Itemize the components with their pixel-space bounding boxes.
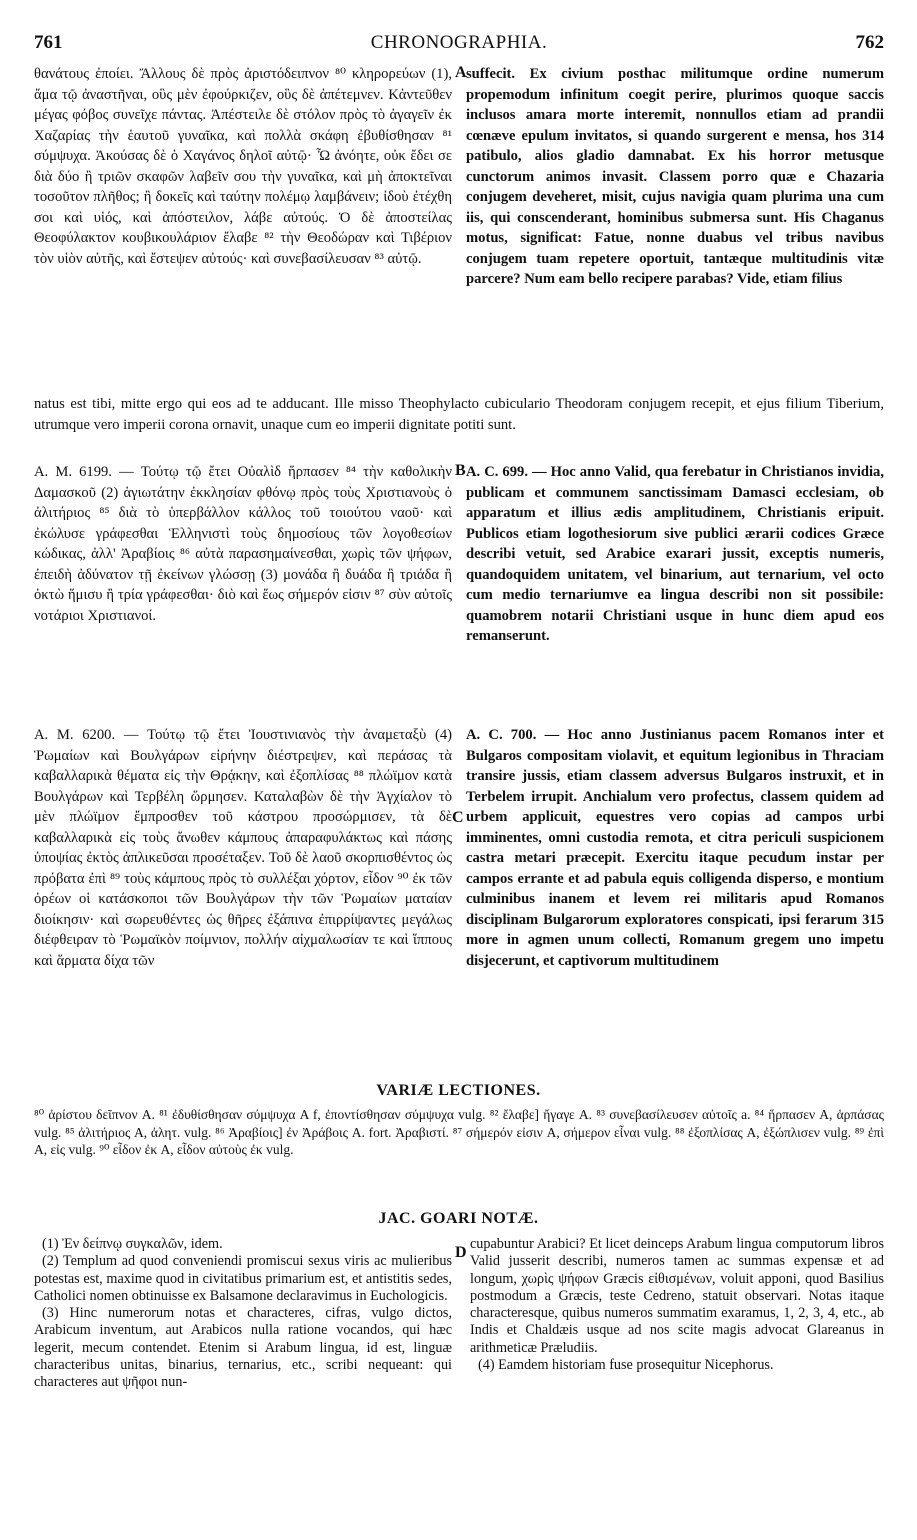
greek-text — [34, 725, 452, 971]
section-2-greek — [34, 462, 452, 626]
greek-text: θανάτους ἐποίει. Ἄλλους δὲ πρὸς ἀριστόδειπνον ⁸⁰ κληρορεύων (1), ἅμα τῷ ἀναστῆναι, οὓς μὲν ἐφούρκιζεν, οὓς δὲ ἀπέτεμνεν. Κἀντεῦθεν μέγας φόβος συνεῖχε πάντας. Ἀπέστειλε δὲ στόλον πρὸς τὸ ἀγαγεῖν ἐκ Χαζαρίας τὴν ἑαυτοῦ γυναῖκα, καὶ πολλὰ σκάφη ἐβυθίσθησαν ⁸¹ σύμψυχα. Ἀκούσας δὲ ὁ Χαγάνος δηλοῖ αὐτῷ· Ὦ ἀνόητε, οὐκ ἔδει σε διὰ δύο ἢ τριῶν σκαφῶν λαβεῖν σου τὴν γυναῖκα, καὶ μὴ ἀποκτεῖναι τοσοῦτον πλῆθος; ἢ δοκεῖς καὶ ταύτην πολέμῳ λαμβάνειν; ἰδοὺ ἐτέχθη σοι καὶ υἱός, καὶ ἀπόστειλον, λάβε αὐτούς. Ὁ δὲ ἀποστείλας Θεοφύλακτον κουβικουλάριον ἔλαβε ⁸² τὴν Θεοδώραν καὶ Τιβέριον τὸν υἱὸν αὐτῆς, καὶ ἔστεψεν αὐτούς· καὶ συνεβασίλευσαν ⁸³ αὐτῷ. — [34, 66, 452, 267]
latin-text: suffecit. Ex civium posthac militumque ordine numerum propemodum infinitum coegit perire, plurimos quoque saccis inclusos amara morte interemit, nonnullos etiam ad prandii cœnæve epulum invitatos, si quando surgerent e mensa, hos 314 patibulo, alios gladio damnabat. Ex his horror metusque cunctorum animos invasit. Classem porro quæ e Chazaria conjugem deveheret, misit, cujus navigia quam plurima una cum iis, qui conscenderant, hominibus submersa sunt. His Chaganus motus, significat: Fatue, nonne duabus vel tribus navibus conjugem tuam repetere oportuit, tantæque multitudinis vitæ parcere? Num eam bello recipere parabas? Vide, etiam filius — [466, 66, 884, 287]
note-4: (4) Eamdem historiam fuse prosequitur Nicephorus. — [478, 1357, 774, 1374]
greek-text — [34, 462, 452, 626]
margin-letter-b: B — [455, 462, 466, 479]
margin-letter-c: C — [452, 809, 464, 826]
variae-lectiones-title: VARIÆ LECTIONES. — [376, 1082, 541, 1099]
latin-body: — Hoc anno Valid, qua ferebatur in Christianos invidia, publicam et communem sanctissimam Damasci ecclesiam, ob apparatum et illius ædis amplitudinem, Christianis eripuit. Publicos etiam logothesiorum sive publici ærarii codices Græce describi vetuit, sed Arabice exarari jussit, exceptis numeris, quandoquidem unitatem, vel binarium, aut ternarium, vel octo cum medio ternariumve ea lingua describi non sit possibile: quamobrem notarii Christiani usque in hunc diem apud eos remanserunt. — [466, 464, 884, 644]
section-3 — [34, 725, 884, 1070]
latin-text — [466, 462, 884, 647]
notae-title: JAC. GOARI NOTÆ. — [378, 1210, 539, 1227]
running-title: CHRONOGRAPHIA. — [370, 32, 548, 53]
note-3-continued: cupabuntur Arabici? Et licet deinceps Arabum lingua computorum libros Valid jusserit describi, numeros tamen ac summas expensæ et ad longum, χωρὶς ψήφων Græcis εἰθισμένων, voluit apponi, quod Basilius postmodum a Græcis, teste Cedreno, statuit observari. Notas itaque characteresque, quibus numeros summatim exaramus, 1, 2, 3, 4, etc., ab Indis et Chaldæis usque ad nos scite magis advocat Glareanus in arithmeticæ Præludiis. — [470, 1236, 884, 1356]
note-2: (2) Templum ad quod conveniendi promiscui sexus viris ac mulieribus potestas est, maxime quod in civitatibus primarium est, et antistitis sedes, Catholici nomen obtinuisse ex Balsamone declaravimus in Euchologicis. — [34, 1253, 452, 1304]
margin-letter-a: A — [455, 64, 467, 81]
margin-letter-d: D — [455, 1244, 467, 1261]
page-header — [34, 32, 884, 62]
note-3: (3) Hinc numerorum notas et characteres, cifras, vulgo dictos, Arabicum inventum, aut Arabicos nulla ratione vocandos, qui hæc legerit, mecum contendet. Etenim si Arabum lingua, id est, linguæ characteribus unitas, binarius, ternarius, etc., scribi nequeant: qui characteres aut ψῆφοι nun- — [34, 1305, 452, 1391]
section-1-latin — [466, 64, 884, 290]
greek-body: — Τούτῳ τῷ ἔτει Ἰουστινιανὸς τὴν ἀναμεταξὺ (4) Ῥωμαίων καὶ Βουλγάρων εἰρήνην διέστρεψεν, καὶ περάσας τὰ καβαλλαρικὰ θέματα εἰς τὴν Θρᾴκην, καὶ ἐξοπλίσας ⁸⁸ πλώϊμον κατὰ Βουλγάρων καὶ Τερβέλη ὥρμησεν. Καταλαβὼν δὲ τὴν Ἀγχίαλον τὸ μὲν πλώϊμον ἔμπροσθεν τοῦ κάστρου προσώρμισεν, τὰ δὲ καβαλλαρικὰ εἰς τοὺς ἄνωθεν κάμπους ἀπαραφυλάκτως καὶ πάσης ὑποψίας ἐκτὸς ἀπλικεῦσαι προσέταξεν. Τοῦ δὲ λαοῦ σκορπισθέντος ὡς πρόβατα ἐπὶ ⁸⁹ τοὺς κάμπους πρὸς τὸ συλλέξαι χόρτον, εἶδον ⁹⁰ ἐκ τῶν ὀρέων οἱ κατάσκοποι τῶν Βουλγάρων τὴν τῶν Ῥωμαίων ματαίαν διοίκησιν· καὶ σωρευθέντες ὡς θῆρες ἐξάπινα ἐπιρρίψαντες μεγάλως διέφθειραν τὸ Ῥωμαϊκὸν ποίμνιον, πολλήν αἰχμαλωσίαν τε καὶ ἵππους καὶ ἅρματα δίχα τῶν — [34, 727, 453, 969]
notes-right-column — [470, 1236, 884, 1374]
section-1 — [34, 64, 884, 394]
year-heading: A. M. 6199. — [34, 464, 112, 480]
page-number-right: 762 — [855, 32, 884, 53]
section-3-greek — [34, 725, 452, 971]
notes-left-column — [34, 1236, 452, 1392]
section-2 — [34, 462, 884, 702]
section-3-latin — [466, 725, 884, 971]
latin-text — [466, 725, 884, 971]
latin-body: — Hoc anno Justinianus pacem Romanos inter et Bulgaros compositam violavit, et equitum legionibus in Thraciam transire jussis, etiam classem adversus Bulgaros instruxit, et in Terbelem irrupit. Anchialum vero profectus, classem quidem ad urbem applicuit, equestres vero copias ad campos urbi imminentes, omni custodia remota, et citra periculi suspicionem castra metari præcepit. Exercitu itaque pecudum instar per campos errante et ad pabula equis colligenda disperso, e montium culminibus inanem et levem rei militaris apud Romanos disciplinam Bulgarorum exploratores conspicati, ipsi ferarum 315 more in agmen unum collecti, Romanum gregem uno impetu disjecerunt, et captivorum multitudinem — [466, 727, 884, 969]
page-number-left: 761 — [34, 32, 63, 53]
year-heading: A. C. 699. — [466, 464, 528, 480]
section-2-latin — [466, 462, 884, 647]
section-1-greek — [34, 64, 452, 269]
note-1: (1) Ἐν δείπνῳ συγκαλῶν, idem. — [42, 1236, 223, 1252]
year-heading: A. C. 700. — [466, 727, 537, 743]
year-heading: A. M. 6200. — [34, 727, 116, 743]
full-width-text: natus est tibi, mitte ergo qui eos ad te adducant. Ille misso Theophylacto cubiculario Theodoram conjugem recepit, et ejus filium Tiberium, utrumque vero imperii corona ornavit, unaque cum eo imperii dignitate potiti sunt. — [34, 396, 884, 433]
variae-lectiones-text: ⁸⁰ ἀρίστου δεῖπνον A. ⁸¹ ἐδυθίσθησαν σύμψυχα A f, ἐποντίσθησαν σύμψυχα vulg. ⁸² ἔλαβε] ἤγαγε A. ⁸³ συνεβασίλευσεν αὐτοῖς a. ⁸⁴ ἥρπασεν A, ἁρπάσας vulg. ⁸⁵ ἀλιτήριος A, ἀλητ. vulg. ⁸⁶ Ἀραβίοις] ἐν Ἀράβοις A. fort. Ἀραβιστί. ⁸⁷ σήμερόν εἰσιν A, σήμερον εἶναι vulg. ⁸⁸ ἐξοπλίσας A, ἐξώπλισεν vulg. ⁸⁹ ἐπὶ A, εἰς vulg. ⁹⁰ εἶδον ἐκ A, εἶδον αὐτοὺς ἐκ vulg. — [34, 1107, 884, 1157]
section-1-full-width — [34, 394, 884, 435]
greek-body: — Τούτῳ τῷ ἔτει Οὐαλὶδ ἥρπασεν ⁸⁴ τὴν καθολικὴν Δαμασκοῦ (2) ἁγιωτάτην ἐκκλησίαν φθόνῳ πρὸς τοὺς Χριστιανοὺς ὁ ἀλιτήριος ⁸⁵ διὰ τὸ ὑπερβάλλον κάλλος τοῦ τοιούτου ναοῦ· καὶ ἐκώλυσε γράφεσθαι Ἑλληνιστὶ τοὺς δημοσίους τῶν λογοθεσίων κώδικας, ἀλλ' Ἀραβίοις ⁸⁶ αὐτὰ παρασημαίνεσθαι, χωρὶς τῶν ψήφων, ἐπειδὴ ἀδύνατον τῇ ἐκείνων γλώσσῃ (3) μονάδα ἢ δυάδα ἢ τριάδα ἢ ὀκτὼ ἥμισυ ἢ τρία γράφεσθαι· διὸ καὶ ἕως σήμερόν εἰσιν ⁸⁷ σὺν αὐτοῖς νοτάριοι Χριστιανοί. — [34, 464, 452, 624]
